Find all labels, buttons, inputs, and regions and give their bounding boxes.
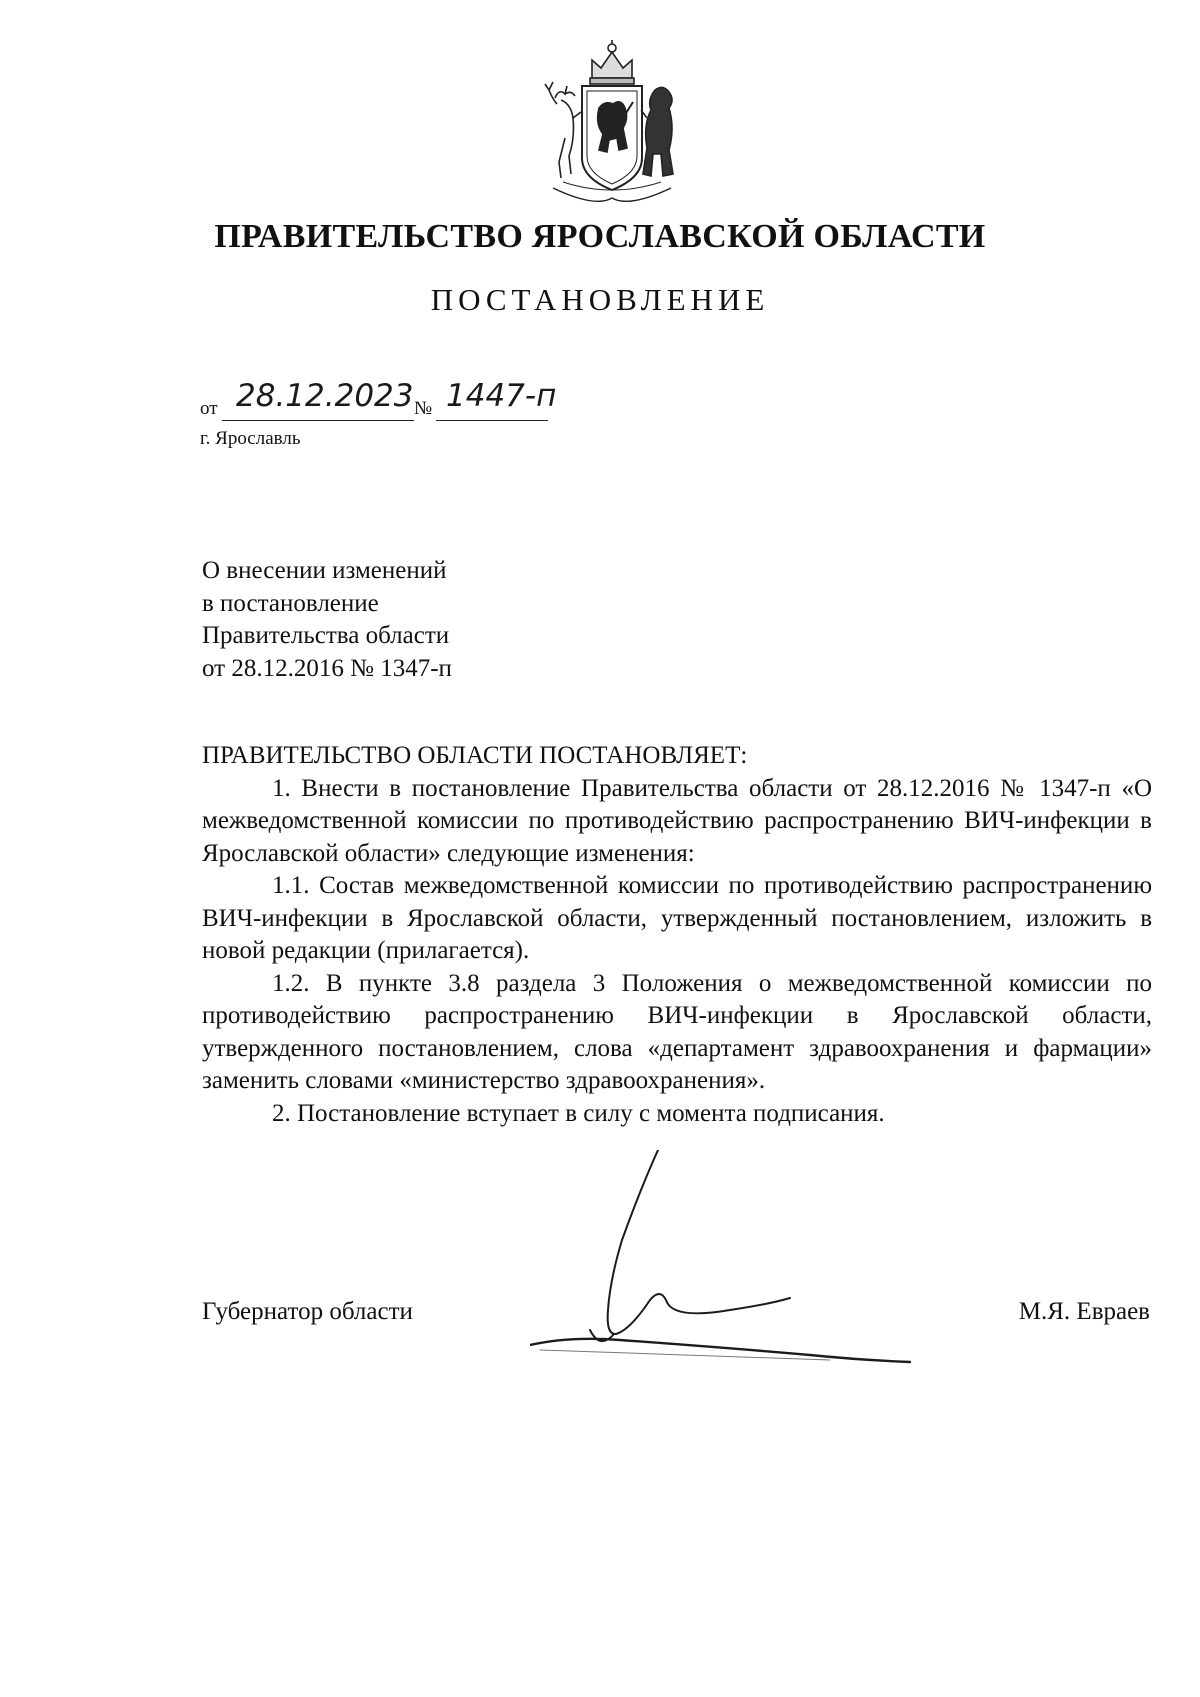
document-subject	[202, 555, 452, 685]
subject-line: в постановление	[202, 589, 379, 617]
signatory-name: М.Я. Евраев	[1018, 1298, 1150, 1325]
subject-line: от 28.12.2016 № 1347-п	[202, 654, 452, 682]
handwritten-number: 1447-п	[446, 378, 557, 414]
document-type: ПОСТАНОВЛЕНИЕ	[430, 282, 770, 317]
city: г. Ярославль	[200, 428, 301, 449]
document-body	[202, 740, 1152, 1130]
subject-line: Правительства области	[202, 622, 450, 649]
handwritten-date: 28.12.2023	[236, 378, 414, 414]
date-underline	[222, 420, 414, 421]
number-underline	[436, 420, 548, 421]
number-prefix: №	[414, 398, 433, 419]
handwritten-signature-icon	[530, 1150, 920, 1365]
organization-title: ПРАВИТЕЛЬСТВО ЯРОСЛАВСКОЙ ОБЛАСТИ	[214, 218, 986, 255]
resolution-intro: ПРАВИТЕЛЬСТВО ОБЛАСТИ ПОСТАНОВЛЯЕТ:	[202, 742, 748, 769]
signatory-title: Губернатор области	[202, 1298, 413, 1325]
coat-of-arms-icon	[535, 38, 689, 208]
body-paragraph: 1.1. Состав межведомственной комиссии по противодействию распространению ВИЧ-инфекции в Ярославской области, утвержденный постановлением, изложить в новой редакции (прилагается).	[202, 872, 1152, 964]
body-paragraph: 1. Внести в постановление Правительства области от 28.12.2016 № 1347-п «О межведомственной комиссии по противодействию распространению ВИЧ-инфекции в Ярославской области» следующие изменения:	[202, 774, 1152, 867]
date-prefix: от	[200, 398, 218, 419]
body-paragraph: 2. Постановление вступает в силу с момента подписания.	[272, 1099, 885, 1127]
subject-line: О внесении изменений	[202, 557, 447, 584]
body-paragraph: 1.2. В пункте 3.8 раздела 3 Положения о межведомственной комиссии по противодействию распространению ВИЧ-инфекции в Ярославской области, утвержденного постановлением, слова «департамент здравоохранения и фармации» заменить словами «министерство здравоохранения».	[202, 969, 1152, 1094]
